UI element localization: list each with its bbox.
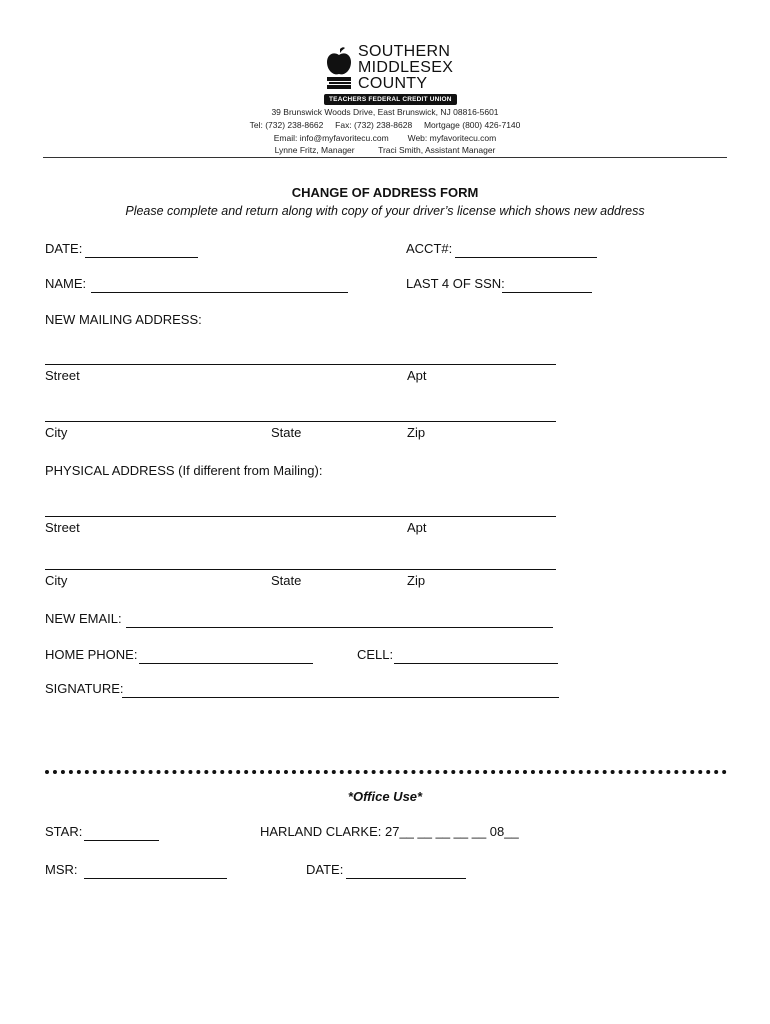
mailing-zip-label: Zip — [407, 425, 426, 440]
form-subtitle: Please complete and return along with copy of your driver’s license which shows new address — [125, 204, 645, 218]
home-phone-label: HOME PHONE: — [45, 647, 138, 662]
date-field[interactable] — [85, 257, 198, 258]
email-label: NEW EMAIL: — [45, 611, 122, 626]
date-label: DATE: — [45, 241, 83, 256]
logo-line-2: MIDDLESEX — [358, 59, 454, 76]
ssn-label: LAST 4 OF SSN: — [406, 276, 505, 291]
office-use-title: *Office Use* — [347, 789, 423, 804]
physical-zip-label: Zip — [407, 573, 426, 588]
mailing-city-label: City — [45, 425, 68, 440]
harland-clarke-label: HARLAND CLARKE: 27__ __ __ __ __ 08__ — [260, 824, 519, 839]
star-field[interactable] — [84, 840, 159, 841]
mailing-city-field[interactable] — [45, 421, 556, 422]
cell-label: CELL: — [357, 647, 394, 662]
email-field[interactable] — [126, 627, 553, 628]
form-title: CHANGE OF ADDRESS FORM — [291, 185, 479, 200]
mailing-apt-label: Apt — [407, 368, 427, 383]
signature-field[interactable] — [122, 697, 559, 698]
office-date-field[interactable] — [346, 878, 466, 879]
header-phones: Tel: (732) 238-8662 Fax: (732) 238-8628 Mortgage (800) 426-7140 — [249, 120, 521, 130]
physical-city-label: City — [45, 573, 68, 588]
msr-field[interactable] — [84, 878, 227, 879]
logo-badge: TEACHERS FEDERAL CREDIT UNION — [324, 94, 457, 105]
logo-line-3: COUNTY — [358, 75, 428, 92]
office-use-separator — [45, 770, 727, 774]
physical-address-label: PHYSICAL ADDRESS (If different from Mailing): — [45, 463, 323, 478]
mailing-street-label: Street — [45, 368, 80, 383]
name-field[interactable] — [91, 292, 348, 293]
ssn-field[interactable] — [502, 292, 592, 293]
mailing-street-field[interactable] — [45, 364, 556, 365]
physical-state-label: State — [271, 573, 302, 588]
physical-city-field[interactable] — [45, 569, 556, 570]
header-managers: Lynne Fritz, Manager Traci Smith, Assistant Manager — [274, 145, 496, 155]
acct-label: ACCT#: — [406, 241, 453, 256]
apple-book-icon — [324, 46, 354, 92]
header-address: 39 Brunswick Woods Drive, East Brunswick, NJ 08816-5601 — [271, 107, 499, 117]
physical-apt-label: Apt — [407, 520, 427, 535]
acct-field[interactable] — [455, 257, 597, 258]
mailing-state-label: State — [271, 425, 302, 440]
signature-label: SIGNATURE: — [45, 681, 124, 696]
star-label: STAR: — [45, 824, 83, 839]
cell-field[interactable] — [394, 663, 558, 664]
physical-street-field[interactable] — [45, 516, 556, 517]
office-date-label: DATE: — [306, 862, 344, 877]
msr-label: MSR: — [45, 862, 78, 877]
home-phone-field[interactable] — [139, 663, 313, 664]
physical-street-label: Street — [45, 520, 80, 535]
header-contact: Email: info@myfavoritecu.com Web: myfavoritecu.com — [273, 133, 497, 143]
mailing-address-label: NEW MAILING ADDRESS: — [45, 312, 202, 327]
logo-line-1: SOUTHERN — [358, 43, 451, 60]
name-label: NAME: — [45, 276, 87, 291]
header-divider — [43, 157, 727, 158]
